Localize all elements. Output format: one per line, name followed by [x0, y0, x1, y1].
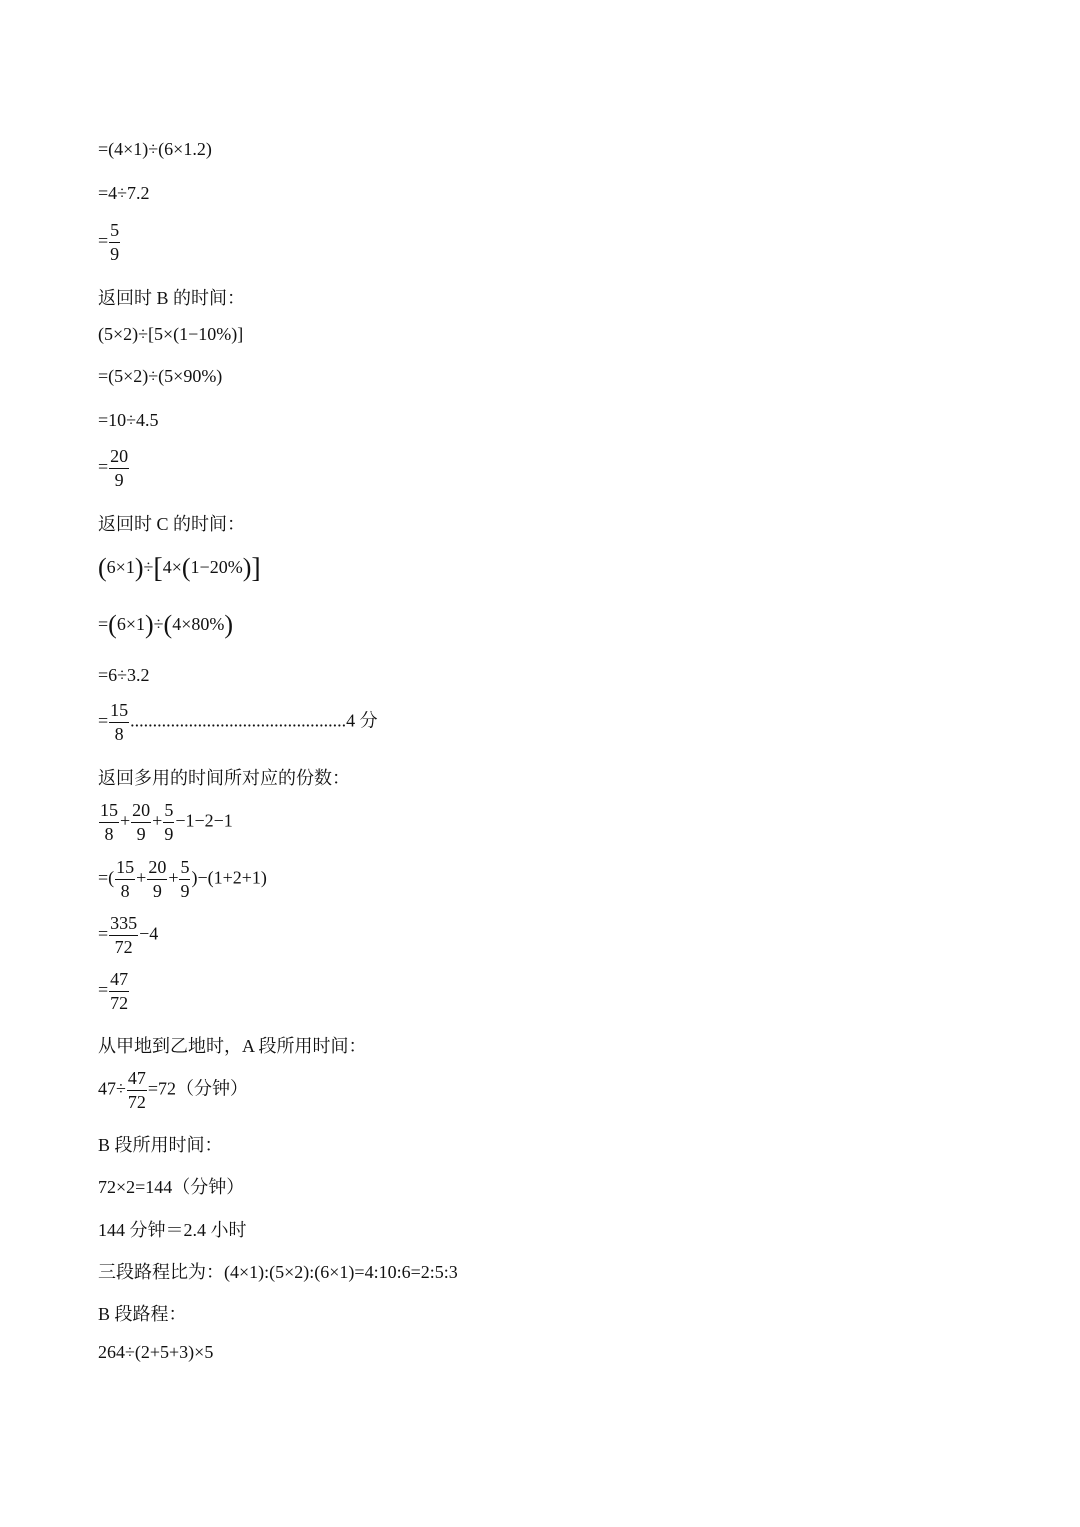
numerator: 335	[109, 914, 138, 936]
close-paren: )	[134, 553, 144, 582]
line-segment-b-calc: 72×2=144（分钟）	[98, 1177, 245, 1197]
plus-sign: +	[152, 810, 163, 831]
open-paren: (	[98, 553, 107, 582]
open-paren: (	[108, 610, 117, 639]
expr-part: 6×1	[106, 557, 135, 577]
equals-sign: =	[98, 614, 109, 634]
denominator: 8	[120, 880, 130, 901]
heading-extra-time-parts: 返回多用的时间所对应的份数：	[98, 768, 350, 788]
line-calc-b-step2: =(5×2)÷(5×90%)	[98, 366, 223, 386]
numerator: 15	[115, 858, 135, 880]
denominator: 9	[114, 469, 124, 490]
line-calc-b-step3: =10÷4.5	[98, 410, 159, 430]
denominator: 9	[110, 243, 120, 264]
close-paren: )	[242, 553, 252, 582]
equals-sign: =	[98, 230, 109, 251]
line-parts-step2	[98, 914, 158, 957]
expr-part: 4×	[162, 557, 182, 577]
denominator: 9	[180, 880, 190, 901]
expr-part: 4×80%	[172, 614, 225, 634]
ratio-label: 三段路程比为：	[98, 1262, 224, 1282]
expr-part: 1−20%	[190, 557, 243, 577]
line-calc-b-step1: (5×2)÷[5×(1−10%)]	[98, 324, 244, 344]
numerator: 20	[147, 858, 167, 880]
denominator: 9	[136, 823, 146, 844]
open-bracket: [	[153, 553, 163, 584]
line-calc-c-step2	[98, 612, 233, 638]
expr-part: 6×1	[116, 614, 145, 634]
fraction	[109, 701, 129, 744]
numerator: 15	[99, 801, 119, 823]
fraction	[179, 858, 190, 901]
numerator: 20	[109, 447, 129, 469]
numerator: 20	[131, 801, 151, 823]
equals-sign: =	[98, 710, 109, 731]
divide-sign: ÷	[153, 614, 164, 634]
denominator: 8	[114, 723, 124, 744]
heading-segment-b-time: B 段所用时间：	[98, 1135, 223, 1155]
equals-sign: =	[98, 979, 109, 1000]
fraction	[127, 1069, 147, 1112]
line-calc-c-result	[98, 701, 378, 744]
heading-return-b-time: 返回时 B 的时间：	[98, 288, 246, 308]
expr-tail: =72（分钟）	[147, 1078, 249, 1099]
expr-prefix: =(	[98, 867, 115, 888]
equals-sign: =	[98, 923, 109, 944]
plus-sign: +	[136, 867, 147, 888]
divide-sign: ÷	[143, 557, 154, 577]
line-calc-b-result	[98, 447, 130, 490]
denominator: 72	[127, 1091, 146, 1112]
numerator: 5	[179, 858, 190, 880]
line-calc-c-step1	[98, 555, 261, 583]
expr-prefix: 47÷	[98, 1078, 126, 1099]
fraction	[99, 801, 119, 844]
fraction	[109, 221, 120, 264]
line-calc-a-step1: =(4×1)÷(6×1.2)	[98, 139, 212, 159]
numerator: 5	[163, 801, 174, 823]
fraction	[109, 447, 129, 490]
fraction	[115, 858, 135, 901]
line-distance-ratio	[98, 1258, 458, 1284]
plus-sign: +	[168, 867, 179, 888]
numerator: 47	[109, 970, 129, 992]
expr-tail: )−(1+2+1)	[191, 867, 267, 888]
open-paren: (	[181, 553, 191, 582]
numerator: 5	[109, 221, 120, 243]
close-bracket: ]	[251, 553, 261, 584]
line-unit-conversion: 144 分钟＝2.4 小时	[98, 1220, 247, 1240]
fraction	[131, 801, 151, 844]
fraction	[163, 801, 174, 844]
fraction	[109, 970, 129, 1013]
heading-return-c-time: 返回时 C 的时间：	[98, 514, 246, 534]
line-calc-c-step3: =6÷3.2	[98, 665, 150, 685]
expr-tail: −4	[139, 923, 159, 944]
fraction	[109, 914, 138, 957]
numerator: 15	[109, 701, 129, 723]
denominator: 8	[104, 823, 114, 844]
numerator: 47	[127, 1069, 147, 1091]
denominator: 9	[152, 880, 162, 901]
open-paren: (	[163, 610, 173, 639]
line-parts-result	[98, 970, 130, 1013]
expr-tail: −1−2−1	[175, 810, 233, 831]
line-parts-expr	[98, 801, 233, 844]
denominator: 72	[114, 936, 133, 957]
heading-segment-a-time: 从甲地到乙地时，A 段所用时间：	[98, 1036, 367, 1056]
score-dots: ................................................4 分	[130, 710, 378, 731]
equals-sign: =	[98, 456, 109, 477]
ratio-expr: (4×1):(5×2):(6×1)=4:10:6=2:5:3	[224, 1262, 458, 1282]
heading-segment-b-distance: B 段路程：	[98, 1304, 187, 1324]
denominator: 9	[164, 823, 174, 844]
plus-sign: +	[120, 810, 131, 831]
line-calc-a-result	[98, 221, 121, 264]
line-calc-a-step2: =4÷7.2	[98, 183, 150, 203]
close-paren: )	[144, 610, 154, 639]
fraction	[147, 858, 167, 901]
close-paren: )	[224, 610, 234, 639]
line-segment-b-distance-calc: 264÷(2+5+3)×5	[98, 1342, 214, 1362]
denominator: 72	[110, 992, 129, 1013]
line-parts-step1	[98, 858, 267, 901]
line-segment-a-calc	[98, 1069, 248, 1112]
